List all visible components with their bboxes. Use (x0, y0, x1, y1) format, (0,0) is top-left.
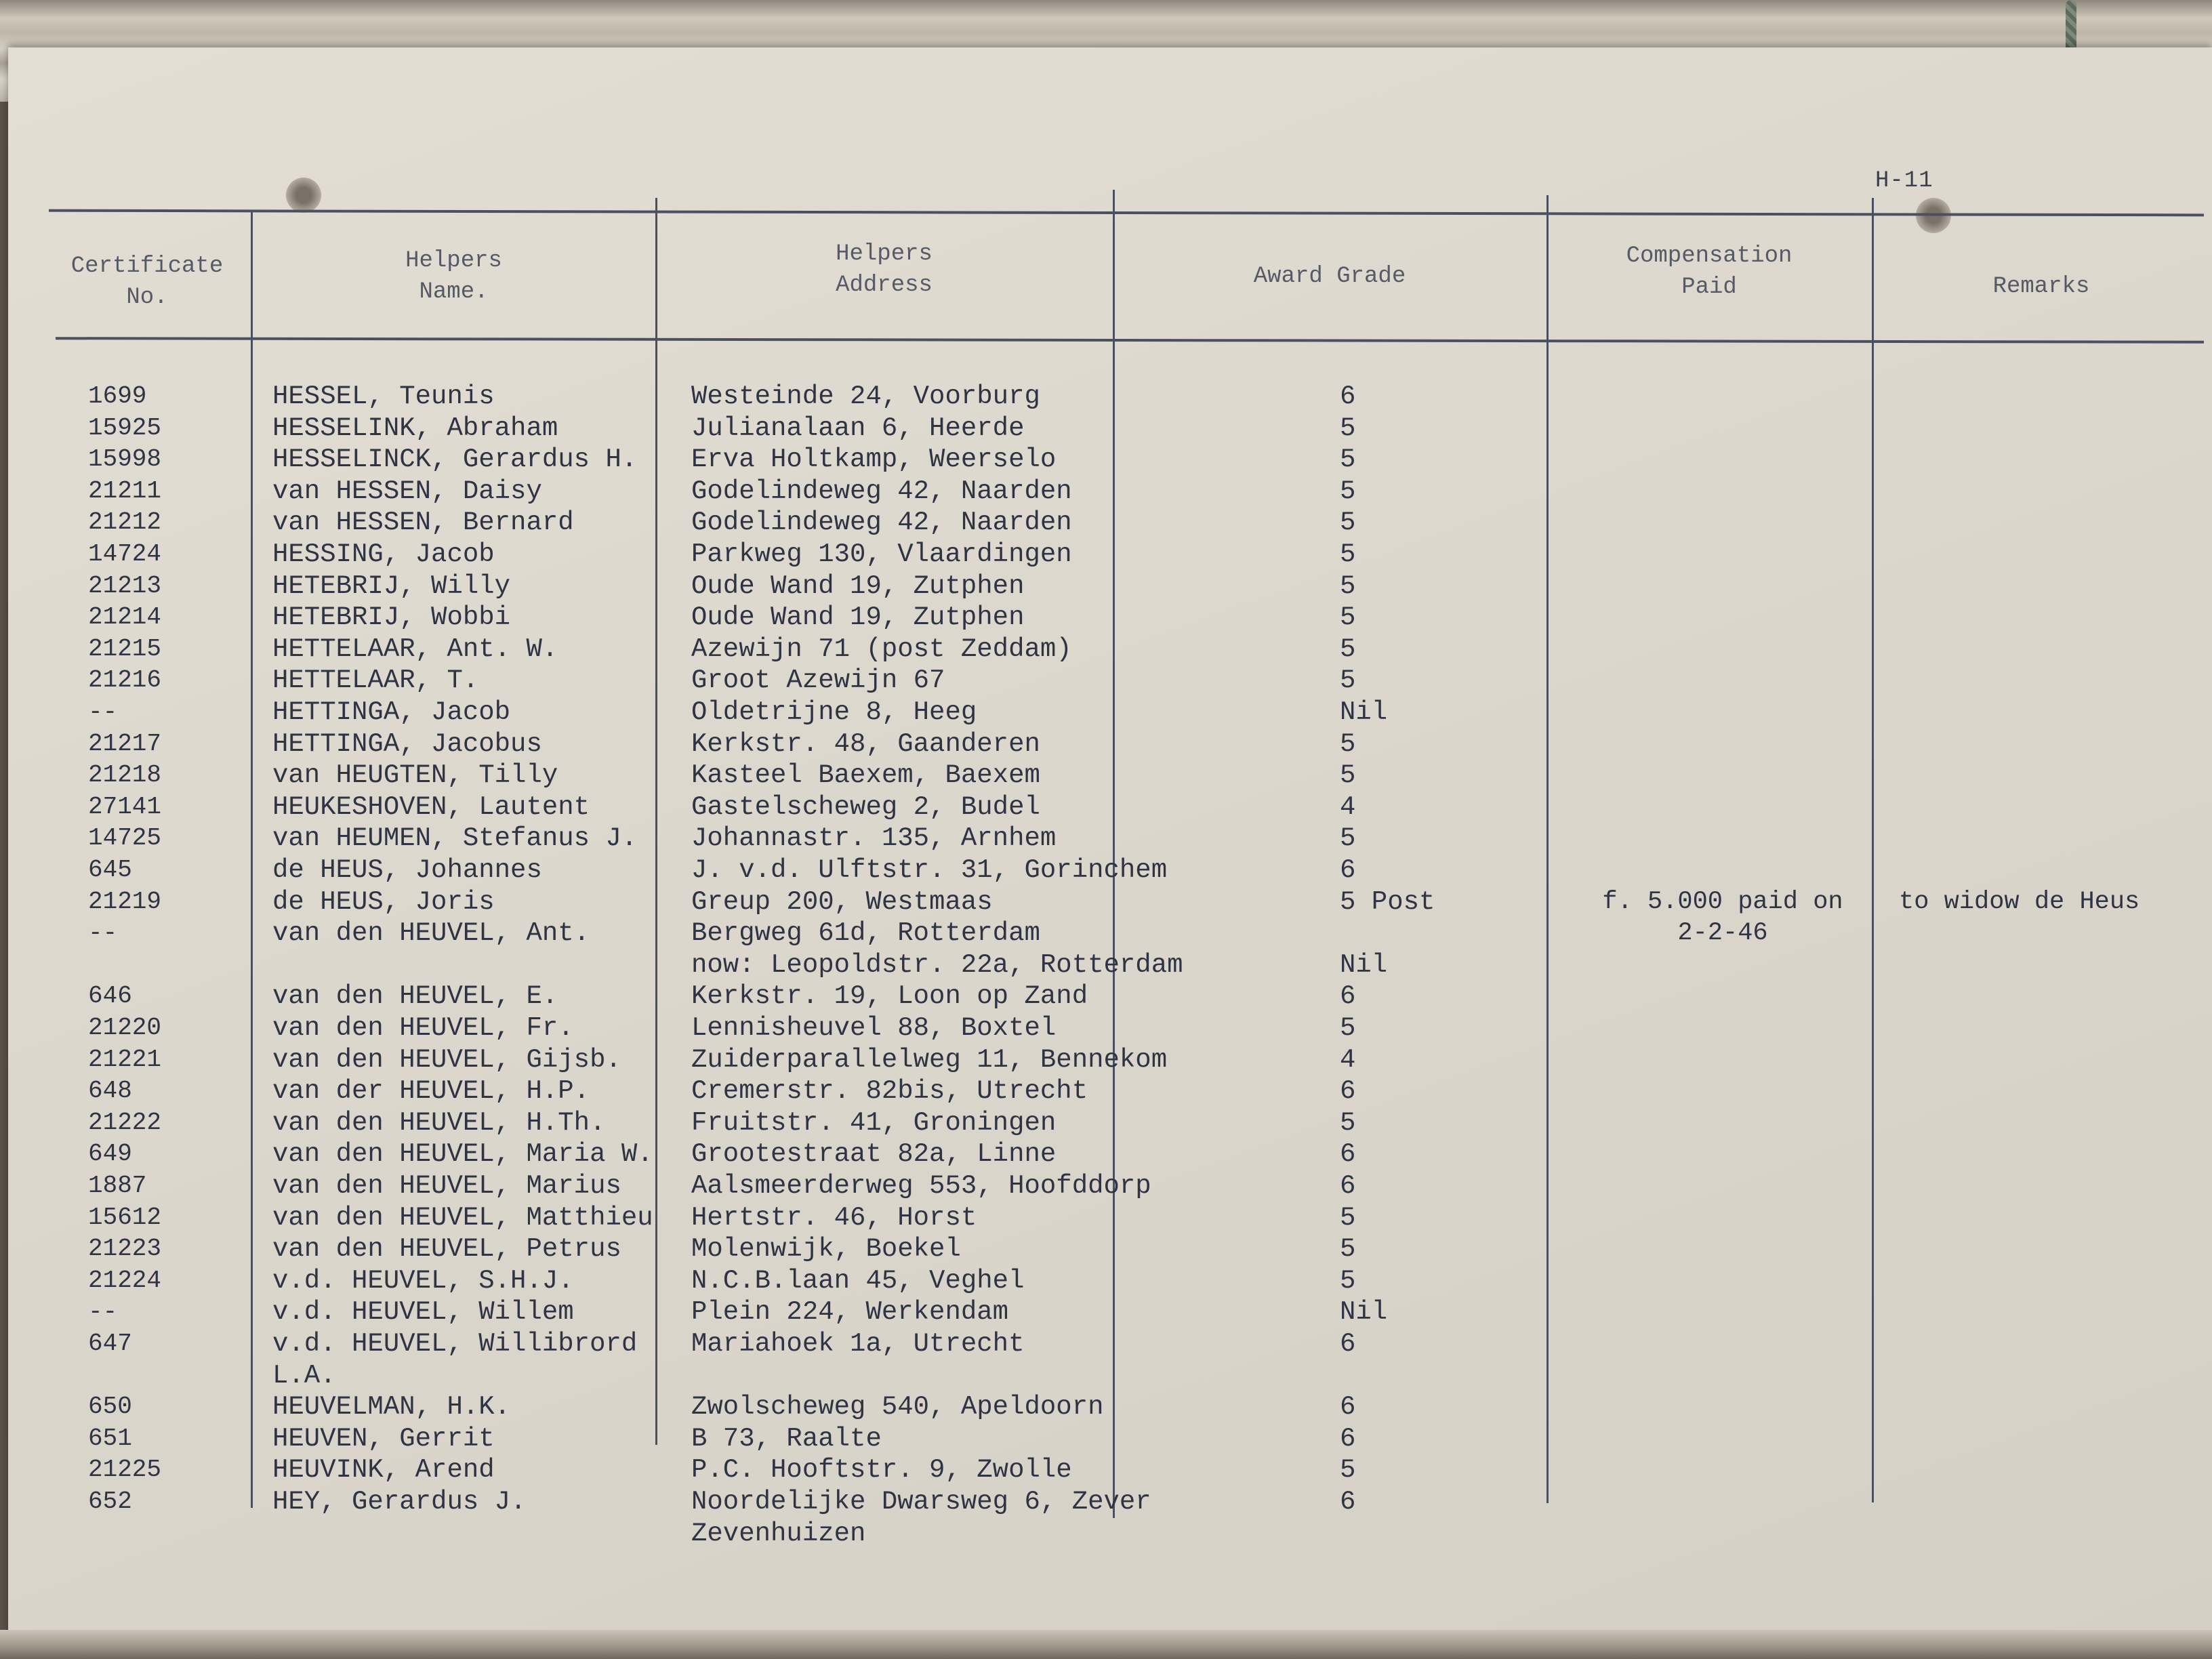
award-grade: 5 (1340, 1013, 1356, 1043)
award-grade: 6 (1340, 1487, 1356, 1517)
compensation-paid: f. 5.000 paid on 2-2-46 (1602, 887, 1843, 947)
certificate-no: 650 (88, 1393, 132, 1421)
certificate-no: 21216 (88, 666, 162, 695)
award-grade: 6 (1340, 1171, 1356, 1201)
header-certificate-no: Certificate No. (70, 253, 224, 310)
column-rule (655, 198, 657, 1445)
award-grade: 6 (1340, 1329, 1356, 1359)
page-stack-bottom (0, 1630, 2212, 1659)
award-grade: 6 (1340, 1423, 1356, 1454)
award-grade: 5 (1340, 823, 1356, 854)
helper-address: J. v.d. Ulftstr. 31, Gorinchem (691, 855, 1168, 885)
award-grade: 5 (1340, 729, 1356, 759)
remarks: to widow de Heus (1899, 887, 2140, 916)
certificate-no: 14724 (88, 540, 162, 568)
table-top-rule (49, 209, 2204, 217)
helper-address: Grootestraat 82a, Linne (691, 1139, 1057, 1170)
certificate-no: 21218 (88, 761, 162, 790)
helper-address: Oude Wand 19, Zutphen (691, 571, 1025, 601)
helper-name: HEUVELMAN, H.K. (272, 1392, 511, 1422)
header-award-grade: Award Grade (1253, 264, 1406, 289)
helper-address: Julianalaan 6, Heerde (691, 413, 1025, 443)
helper-address: Zwolscheweg 540, Apeldoorn (691, 1392, 1104, 1422)
award-grade: Nil (1340, 1297, 1388, 1328)
award-grade: 5 (1340, 1234, 1356, 1265)
helper-address: Greup 200, Westmaas (691, 886, 993, 917)
certificate-no: 21220 (88, 1014, 162, 1042)
helper-name: HESSEL, Teunis (272, 382, 495, 411)
helper-address: Westeinde 24, Voorburg (691, 382, 1040, 411)
certificate-no: 15998 (88, 445, 162, 474)
helper-address: Kerkstr. 19, Loon op Zand (691, 981, 1088, 1012)
helper-name: HETTINGA, Jacobus (272, 729, 542, 759)
helper-name: HETTELAAR, Ant. W. (272, 634, 558, 664)
helper-name: van den HEUVEL, Matthieu (272, 1202, 653, 1233)
helper-address: Aalsmeerderweg 553, Hoofddorp (691, 1171, 1151, 1201)
helper-name: van den HEUVEL, Maria W. (272, 1139, 653, 1170)
helper-address: Mariahoek 1a, Utrecht (691, 1329, 1025, 1359)
helper-name: van den HEUVEL, Petrus (272, 1234, 621, 1265)
column-rule (251, 210, 253, 1508)
award-grade: 4 (1340, 1044, 1356, 1075)
helper-name: HETEBRIJ, Wobbi (272, 602, 511, 633)
column-rule (1113, 190, 1115, 1518)
helper-address: Erva Holtkamp, Weerselo (691, 445, 1057, 475)
award-grade: 5 (1340, 476, 1356, 506)
award-grade: 6 (1340, 855, 1356, 885)
award-grade: 6 (1340, 981, 1356, 1012)
award-grade: 6 (1340, 1076, 1356, 1107)
helper-name: van HESSEN, Bernard (272, 508, 574, 538)
award-grade: 5 (1340, 1265, 1356, 1296)
column-rule (1872, 198, 1874, 1502)
helper-name: HEUVEN, Gerrit (272, 1423, 495, 1454)
certificate-no: 21225 (88, 1456, 162, 1484)
certificate-no: 21217 (88, 729, 162, 758)
helper-name: van den HEUVEL, Marius (272, 1171, 621, 1201)
helper-address: Zuiderparallelweg 11, Bennekom (691, 1044, 1168, 1075)
award-grade: Nil (1340, 697, 1388, 727)
helper-address: Groot Azewijn 67 (691, 665, 945, 696)
helper-address: Lennisheuvel 88, Boxtel (691, 1013, 1057, 1043)
helper-name: van der HEUVEL, H.P. (272, 1076, 590, 1107)
award-grade: 4 (1340, 792, 1356, 822)
helper-name: v.d. HEUVEL, Willem (272, 1297, 574, 1328)
certificate-no: 647 (88, 1330, 132, 1357)
certificate-no: 646 (88, 982, 132, 1010)
certificate-no: 652 (88, 1488, 132, 1515)
helper-name: van den HEUVEL, H.Th. (272, 1107, 606, 1138)
award-grade: 5 (1340, 445, 1356, 475)
helper-name: HETTELAAR, T. (272, 665, 479, 696)
certificate-no: -- (88, 698, 118, 726)
helper-address: P.C. Hooftstr. 9, Zwolle (691, 1455, 1072, 1486)
helper-name: van HEUMEN, Stefanus J. (272, 823, 638, 854)
helper-name: HESSELINCK, Gerardus H. (272, 445, 638, 475)
helper-name: van den HEUVEL, Gijsb. (272, 1044, 621, 1075)
helper-name: HETTINGA, Jacob (272, 697, 511, 727)
helper-address: Oude Wand 19, Zutphen (691, 602, 1025, 633)
award-grade: 5 (1340, 1202, 1356, 1233)
helper-name: van den HEUVEL, E. (272, 981, 558, 1012)
header-compensation-paid: Compensation Paid (1626, 243, 1793, 300)
certificate-no: -- (88, 919, 118, 947)
helper-address: Bergweg 61d, Rotterdam (691, 918, 1040, 949)
helper-address: N.C.B.laan 45, Veghel (691, 1265, 1025, 1296)
certificate-no: 21214 (88, 603, 162, 632)
award-grade: 5 (1340, 1107, 1356, 1138)
certificate-no: 21222 (88, 1108, 162, 1136)
certificate-no: 1887 (88, 1172, 147, 1200)
helper-address: Cremerstr. 82bis, Utrecht (691, 1076, 1088, 1107)
certificate-no: 21211 (88, 476, 162, 505)
header-remarks: Remarks (1992, 274, 2090, 300)
certificate-no: -- (88, 1298, 118, 1326)
award-grade: 5 (1340, 665, 1356, 696)
certificate-no: 21219 (88, 887, 162, 916)
helper-name: v.d. HEUVEL, Willibrord (272, 1329, 638, 1359)
helper-name: L.A. (272, 1360, 336, 1391)
helper-address: Fruitstr. 41, Groningen (691, 1107, 1057, 1138)
helper-address: Godelindeweg 42, Naarden (691, 508, 1072, 538)
award-grade: 5 (1340, 413, 1356, 443)
award-grade: 6 (1340, 1139, 1356, 1170)
helper-address: Godelindeweg 42, Naarden (691, 476, 1072, 506)
helper-name: de HEUS, Joris (272, 886, 495, 917)
certificate-no: 645 (88, 856, 132, 884)
helper-name: HEUKESHOVEN, Lautent (272, 792, 590, 822)
certificate-no: 21223 (88, 1235, 162, 1263)
helper-address: Kerkstr. 48, Gaanderen (691, 729, 1040, 759)
helper-address: Hertstr. 46, Horst (691, 1202, 977, 1233)
helper-address: Molenwijk, Boekel (691, 1234, 961, 1265)
certificate-no: 649 (88, 1140, 132, 1168)
award-grade: 5 Post (1340, 886, 1435, 917)
helper-name: van HEUGTEN, Tilly (272, 760, 558, 791)
certificate-no: 27141 (88, 792, 162, 821)
helper-address: Noordelijke Dwarsweg 6, Zever (691, 1487, 1151, 1517)
helper-address: Gastelscheweg 2, Budel (691, 792, 1040, 822)
header-bottom-rule (56, 337, 2204, 344)
helper-name: v.d. HEUVEL, S.H.J. (272, 1265, 574, 1296)
helper-address: Parkweg 130, Vlaardingen (691, 539, 1072, 569)
helper-name: HETEBRIJ, Willy (272, 571, 511, 601)
certificate-no: 15925 (88, 413, 162, 442)
helper-name: van den HEUVEL, Ant. (272, 918, 590, 949)
certificate-no: 1699 (88, 382, 147, 410)
punch-hole (286, 178, 321, 213)
award-grade: 6 (1340, 382, 1356, 411)
certificate-no: 651 (88, 1424, 132, 1452)
certificate-no: 21224 (88, 1266, 162, 1294)
certificate-no: 21212 (88, 508, 162, 537)
award-grade: 5 (1340, 1455, 1356, 1486)
header-helpers-address: Helpers Address (836, 241, 933, 298)
award-grade: 5 (1340, 760, 1356, 791)
helper-name: HEY, Gerardus J. (272, 1487, 527, 1517)
helper-name: de HEUS, Johannes (272, 855, 542, 885)
helper-name: HESSING, Jacob (272, 539, 495, 569)
helper-address: Plein 224, Werkendam (691, 1297, 1009, 1328)
helper-address: Azewijn 71 (post Zeddam) (691, 634, 1072, 664)
certificate-no: 21215 (88, 634, 162, 663)
certificate-no: 21213 (88, 571, 162, 600)
helper-address: B 73, Raalte (691, 1423, 882, 1454)
ledger-sheet (8, 47, 2212, 1637)
helper-address: Zevenhuizen (691, 1518, 866, 1549)
helper-name: HESSELINK, Abraham (272, 413, 558, 443)
header-helpers-name: Helpers Name. (405, 248, 502, 305)
award-grade: 5 (1340, 571, 1356, 601)
certificate-no: 21221 (88, 1045, 162, 1073)
award-grade: 5 (1340, 508, 1356, 538)
helper-address: Kasteel Baexem, Baexem (691, 760, 1040, 791)
helper-address: now: Leopoldstr. 22a, Rotterdam (691, 949, 1183, 980)
award-grade: 5 (1340, 539, 1356, 569)
helper-name: van den HEUVEL, Fr. (272, 1013, 574, 1043)
helper-name: van HESSEN, Daisy (272, 476, 542, 506)
award-grade: 5 (1340, 602, 1356, 633)
helper-name: HEUVINK, Arend (272, 1455, 495, 1486)
certificate-no: 15612 (88, 1203, 162, 1231)
certificate-no: 14725 (88, 824, 162, 853)
helper-address: Johannastr. 135, Arnhem (691, 823, 1057, 854)
certificate-no: 648 (88, 1077, 132, 1105)
page-id: H-11 (1875, 168, 1933, 194)
award-grade: Nil (1340, 949, 1388, 980)
award-grade: 5 (1340, 634, 1356, 664)
column-rule (1547, 195, 1549, 1503)
helper-address: Oldetrijne 8, Heeg (691, 697, 977, 727)
award-grade: 6 (1340, 1392, 1356, 1422)
